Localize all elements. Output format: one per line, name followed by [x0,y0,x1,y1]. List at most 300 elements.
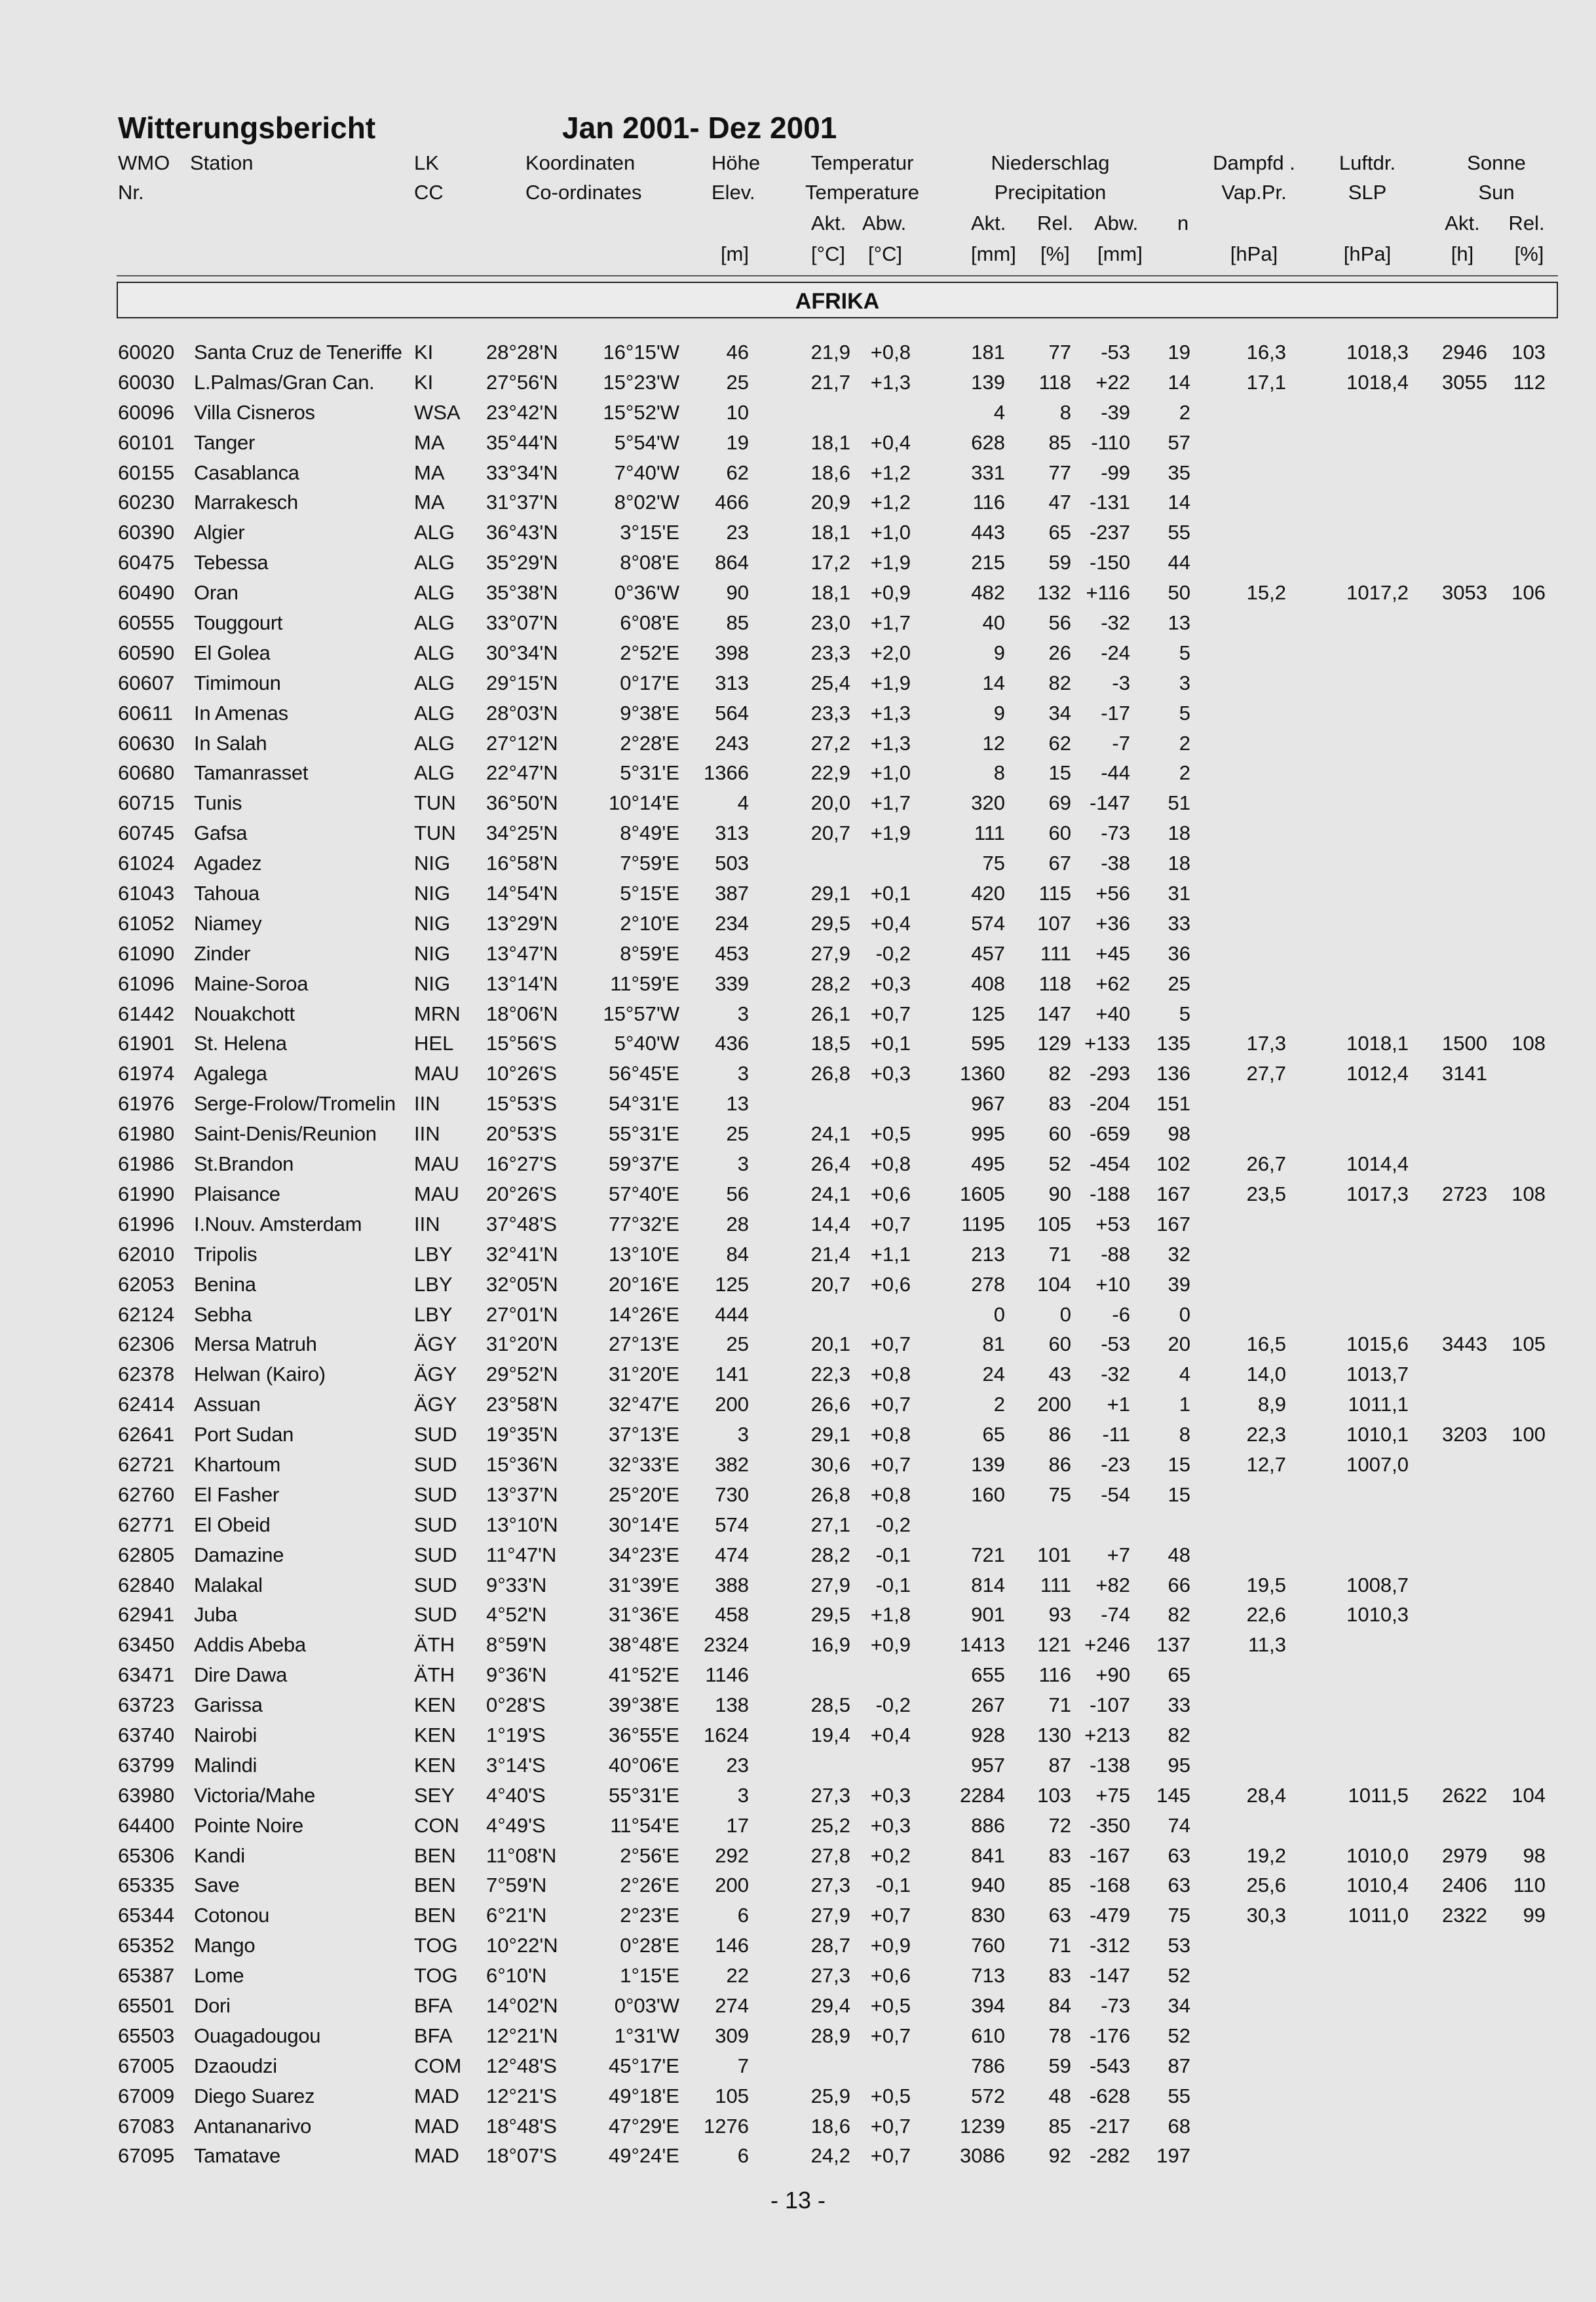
cell-temp-abw: +0,7 [870,1393,911,1416]
cell-temp-abw: +0,4 [870,430,911,454]
cell-prec-days: 53 [1168,1934,1190,1957]
cell-prec-akt: 65 [982,1423,1005,1446]
cell-station-name: Tamanrasset [194,761,309,785]
cell-prec-abw: -147 [1089,1964,1130,1988]
cell-prec-rel: 90 [1048,1182,1071,1205]
cell-latitude: 4°52'N [486,1603,547,1627]
col-sun-akt: Akt. [1445,212,1480,235]
cell-wmo-number: 61986 [118,1152,175,1176]
cell-latitude: 3°14'S [486,1753,546,1777]
cell-country-code: KI [414,370,434,394]
cell-prec-akt: 111 [974,821,1005,845]
cell-station-name: Niamey [194,911,262,935]
cell-longitude: 8°08'E [620,551,679,575]
table-row [0,1602,1596,1632]
cell-country-code: NIG [414,911,451,935]
cell-wmo-number: 63799 [118,1753,175,1777]
cell-prec-abw: +45 [1095,941,1130,965]
cell-prec-days: 2 [1179,731,1190,755]
cell-prec-days: 52 [1168,1964,1190,1988]
cell-prec-rel: 65 [1048,521,1071,544]
cell-country-code: MA [414,461,445,484]
cell-wmo-number: 63980 [118,1783,175,1807]
table-row [0,670,1596,700]
cell-prec-abw: -17 [1101,701,1130,725]
cell-wmo-number: 62306 [118,1332,175,1356]
cell-temp-abw: +1,3 [870,701,911,725]
table-row [0,1452,1596,1482]
cell-temp-akt: 24,2 [810,2144,850,2168]
cell-station-name: Dzaoudzi [194,2054,277,2077]
cell-country-code: SUD [414,1603,457,1627]
cell-prec-days: 55 [1168,2084,1190,2107]
cell-sun-hours: 2322 [1442,1904,1487,1927]
cell-country-code: CON [414,1813,459,1837]
cell-prec-abw: +62 [1095,972,1130,995]
cell-station-name: Juba [194,1603,238,1627]
cell-temp-abw: +1,8 [870,1603,911,1627]
cell-prec-days: 34 [1168,1993,1190,2017]
table-row [0,1572,1596,1602]
cell-prec-akt: 278 [971,1272,1005,1296]
cell-longitude: 15°57'W [603,1002,679,1025]
cell-country-code: BFA [414,2024,453,2047]
cell-sun-hours: 2406 [1442,1874,1487,1897]
cell-temp-abw: +0,1 [870,882,911,905]
cell-station-name: Zinder [194,941,251,965]
table-row [0,880,1596,911]
cell-prec-akt: 928 [971,1723,1005,1746]
cell-station-name: Garissa [194,1693,263,1717]
cell-elevation: 382 [715,1452,749,1476]
cell-temp-akt: 27,1 [810,1513,850,1536]
cell-wmo-number: 62124 [118,1302,175,1326]
cell-country-code: ALG [414,761,455,785]
cell-prec-abw: -282 [1089,2144,1130,2168]
cell-prec-rel: 132 [1037,581,1071,605]
report-period: Jan 2001- Dez 2001 [562,111,837,145]
cell-elevation: 1146 [705,1663,749,1687]
cell-wmo-number: 65387 [118,1964,175,1988]
cell-wmo-number: 60101 [118,430,175,454]
cell-latitude: 32°05'N [486,1272,558,1296]
cell-latitude: 23°42'N [486,400,558,424]
cell-vapour-pressure: 17,3 [1246,1032,1286,1055]
cell-prec-abw: -23 [1101,1452,1130,1476]
cell-country-code: MAU [414,1182,459,1205]
cell-temp-abw: -0,1 [875,1543,911,1566]
cell-prec-akt: 655 [971,1663,1005,1687]
cell-prec-rel: 93 [1048,1603,1071,1627]
table-row [0,911,1596,941]
cell-wmo-number: 60490 [118,581,175,605]
cell-longitude: 2°28'E [620,731,679,755]
cell-wmo-number: 60096 [118,400,175,424]
table-row [0,1662,1596,1692]
cell-wmo-number: 60155 [118,461,175,484]
cell-wmo-number: 63471 [118,1663,175,1687]
cell-temp-akt: 16,9 [810,1633,850,1657]
cell-prec-akt: 967 [971,1092,1005,1116]
cell-longitude: 37°13'E [609,1423,679,1446]
cell-elevation: 200 [715,1874,749,1897]
cell-prec-abw: -73 [1101,821,1130,845]
cell-prec-days: 8 [1179,1423,1190,1446]
cell-latitude: 6°21'N [486,1904,547,1927]
cell-longitude: 47°29'E [609,2114,679,2138]
cell-prec-abw: -312 [1089,1934,1130,1957]
cell-temp-abw: +1,0 [870,761,911,785]
cell-temp-abw: +0,8 [870,1152,911,1176]
cell-temp-akt: 18,1 [810,581,850,605]
cell-prec-rel: 0 [1059,1302,1071,1326]
cell-country-code: ÄTH [414,1663,455,1687]
cell-prec-abw: +40 [1095,1002,1130,1025]
cell-latitude: 15°53'S [486,1092,557,1116]
cell-sea-level-pressure: 1010,1 [1346,1423,1409,1446]
cell-prec-akt: 408 [971,972,1005,995]
cell-longitude: 57°40'E [609,1182,679,1205]
cell-prec-rel: 111 [1040,1573,1071,1596]
cell-latitude: 27°01'N [486,1302,558,1326]
cell-prec-rel: 115 [1038,882,1071,905]
cell-latitude: 31°20'N [486,1332,558,1356]
cell-sea-level-pressure: 1018,4 [1346,370,1409,394]
cell-prec-days: 137 [1156,1633,1190,1657]
cell-station-name: Malakal [194,1573,263,1596]
cell-country-code: BFA [414,1993,453,2017]
cell-station-name: Oran [194,581,238,605]
cell-prec-abw: -147 [1089,791,1130,815]
cell-temp-abw: +0,5 [870,2084,911,2107]
cell-temp-abw: +0,3 [870,972,911,995]
cell-temp-abw: +1,3 [870,731,911,755]
cell-temp-akt: 20,9 [810,491,850,514]
cell-sun-hours: 2979 [1442,1843,1487,1867]
cell-elevation: 388 [715,1573,749,1596]
cell-prec-rel: 118 [1038,972,1071,995]
table-row [0,519,1596,550]
cell-longitude: 45°17'E [609,2054,679,2077]
cell-longitude: 1°31'W [614,2024,679,2047]
cell-temp-akt: 29,4 [810,1993,850,2017]
table-row [0,1181,1596,1211]
section-title: AFRIKA [795,289,880,314]
cell-prec-days: 18 [1168,852,1190,875]
cell-prec-days: 167 [1156,1212,1190,1236]
cell-temp-akt: 28,9 [810,2024,850,2047]
cell-station-name: Agadez [194,852,262,875]
cell-vapour-pressure: 22,6 [1246,1603,1286,1627]
cell-sun-rel: 98 [1523,1843,1546,1867]
table-row [0,339,1596,369]
cell-prec-akt: 267 [971,1693,1005,1717]
cell-prec-akt: 75 [982,852,1005,875]
cell-latitude: 36°43'N [486,521,558,544]
cell-prec-rel: 69 [1048,791,1071,815]
cell-wmo-number: 62840 [118,1573,175,1596]
cell-country-code: WSA [414,400,461,424]
cell-prec-days: 13 [1168,611,1190,635]
cell-sun-rel: 100 [1511,1423,1546,1446]
cell-longitude: 59°37'E [609,1152,679,1176]
cell-prec-akt: 1195 [961,1212,1005,1236]
col-koordinaten: Koordinaten [525,151,636,174]
cell-station-name: Tamatave [194,2144,280,2168]
cell-prec-akt: 814 [971,1573,1005,1596]
cell-elevation: 466 [715,491,749,514]
cell-temp-akt: 17,2 [810,551,850,575]
cell-longitude: 40°06'E [609,1753,679,1777]
cell-prec-akt: 9 [993,701,1005,725]
table-row [0,1241,1596,1272]
cell-temp-abw: +0,3 [870,1783,911,1807]
cell-station-name: Gafsa [194,821,248,845]
cell-station-name: Save [194,1874,240,1897]
table-row [0,2083,1596,2113]
cell-prec-days: 95 [1168,1753,1190,1777]
cell-prec-akt: 160 [971,1482,1005,1506]
table-row [0,790,1596,820]
cell-prec-abw: -74 [1101,1603,1130,1627]
cell-latitude: 33°07'N [486,611,558,635]
table-row [0,1512,1596,1542]
cell-country-code: MRN [414,1002,461,1025]
cell-elevation: 138 [715,1693,749,1717]
cell-prec-akt: 9 [993,641,1005,664]
cell-prec-rel: 116 [1038,1663,1071,1687]
cell-sun-hours: 2723 [1442,1182,1487,1205]
cell-prec-days: 66 [1168,1573,1190,1596]
cell-station-name: Diego Suarez [194,2084,315,2107]
cell-country-code: NIG [414,882,451,905]
cell-wmo-number: 63723 [118,1693,175,1717]
cell-country-code: NIG [414,852,451,875]
cell-prec-days: 50 [1168,581,1190,605]
cell-latitude: 10°22'N [486,1934,558,1957]
cell-longitude: 49°18'E [609,2084,679,2107]
cell-prec-abw: +7 [1107,1543,1130,1566]
cell-prec-days: 52 [1168,2024,1190,2047]
cell-prec-rel: 103 [1037,1783,1071,1807]
cell-prec-days: 1 [1179,1393,1190,1416]
cell-country-code: ÄGY [414,1393,457,1416]
cell-prec-akt: 457 [971,941,1005,965]
cell-sun-hours: 3443 [1442,1332,1487,1356]
cell-latitude: 4°40'S [486,1783,546,1807]
cell-prec-abw: -131 [1089,491,1130,514]
cell-prec-akt: 886 [971,1813,1005,1837]
cell-prec-rel: 71 [1048,1934,1071,1957]
cell-temp-abw: +1,9 [870,821,911,845]
cell-latitude: 15°36'N [486,1452,558,1476]
cell-country-code: ALG [414,701,455,725]
cell-longitude: 6°08'E [620,611,679,635]
cell-prec-abw: -293 [1089,1062,1130,1085]
cell-longitude: 7°40'W [614,461,679,484]
cell-temp-akt: 29,5 [810,911,850,935]
cell-sea-level-pressure: 1011,0 [1348,1904,1409,1927]
col-sun-h-unit: [h] [1451,242,1474,265]
cell-longitude: 14°26'E [609,1302,679,1326]
cell-prec-abw: -454 [1089,1152,1130,1176]
cell-wmo-number: 62721 [118,1452,175,1476]
cell-temp-akt: 29,5 [810,1603,850,1627]
cell-prec-days: 5 [1179,701,1190,725]
cell-latitude: 13°29'N [486,911,558,935]
cell-country-code: SUD [414,1543,457,1566]
cell-temp-abw: +0,7 [870,1452,911,1476]
cell-sun-rel: 108 [1511,1032,1546,1055]
cell-temp-akt: 21,9 [810,341,850,364]
cell-prec-rel: 107 [1037,911,1071,935]
cell-prec-akt: 760 [971,1934,1005,1957]
table-row [0,1963,1596,1993]
cell-longitude: 5°40'W [614,1032,679,1055]
cell-country-code: SUD [414,1423,457,1446]
cell-elevation: 3 [737,1152,749,1176]
cell-country-code: SUD [414,1513,457,1536]
cell-prec-abw: -11 [1102,1423,1130,1446]
cell-longitude: 5°54'W [614,430,679,454]
cell-elevation: 17 [726,1813,749,1837]
cell-temp-akt: 14,4 [810,1212,850,1236]
cell-sun-hours: 3053 [1442,581,1487,605]
cell-elevation: 458 [715,1603,749,1627]
cell-vapour-pressure: 15,2 [1246,581,1286,605]
col-hoehe: Höhe [712,151,761,174]
cell-prec-akt: 3086 [960,2144,1005,2168]
cell-prec-days: 75 [1168,1904,1190,1927]
table-row [0,1843,1596,1873]
cell-prec-rel: 86 [1048,1423,1071,1446]
cell-temp-akt: 22,9 [810,761,850,785]
cell-longitude: 7°59'E [620,852,679,875]
cell-longitude: 15°23'W [603,370,679,394]
cell-prec-days: 5 [1179,641,1190,664]
cell-latitude: 4°49'S [486,1813,546,1837]
cell-prec-days: 102 [1156,1152,1190,1176]
cell-prec-rel: 121 [1037,1633,1071,1657]
cell-latitude: 29°52'N [486,1363,558,1386]
cell-longitude: 39°38'E [609,1693,679,1717]
cell-prec-abw: -24 [1101,641,1130,664]
cell-latitude: 18°06'N [486,1002,558,1025]
cell-station-name: Mango [194,1934,256,1957]
cell-prec-rel: 129 [1037,1032,1071,1055]
col-prec-n: n [1177,212,1189,235]
cell-latitude: 28°03'N [486,701,558,725]
cell-prec-akt: 841 [971,1843,1005,1867]
cell-prec-days: 15 [1168,1452,1190,1476]
cell-temp-abw: +1,3 [870,370,911,394]
cell-station-name: I.Nouv. Amsterdam [194,1212,362,1236]
table-row [0,1993,1596,2023]
cell-elevation: 243 [715,731,749,755]
cell-temp-akt: 27,3 [810,1964,850,1988]
cell-elevation: 146 [715,1934,749,1957]
table-row [0,2053,1596,2083]
cell-prec-abw: +133 [1084,1032,1130,1055]
table-row [0,1001,1596,1031]
cell-station-name: El Fasher [194,1482,279,1506]
table-row [0,1151,1596,1181]
cell-prec-abw: -7 [1112,731,1130,755]
cell-wmo-number: 62760 [118,1482,175,1506]
table-row [0,1902,1596,1933]
cell-longitude: 13°10'E [609,1242,679,1266]
cell-longitude: 0°28'E [620,1934,679,1957]
cell-vapour-pressure: 14,0 [1246,1363,1286,1386]
col-vap-unit: [hPa] [1230,242,1278,265]
col-station: Station [190,151,254,174]
table-row [0,1211,1596,1241]
cell-temp-akt: 27,9 [810,941,850,965]
cell-sun-rel: 108 [1511,1182,1546,1205]
col-slp: SLP [1348,181,1387,204]
cell-sea-level-pressure: 1008,7 [1346,1573,1409,1596]
cell-station-name: Lome [194,1964,244,1988]
cell-elevation: 292 [715,1843,749,1867]
cell-prec-abw: -73 [1101,1993,1130,2017]
col-lk: LK [414,151,439,174]
cell-prec-akt: 1413 [960,1633,1005,1657]
cell-prec-days: 36 [1168,941,1190,965]
cell-latitude: 37°48'S [486,1212,557,1236]
cell-latitude: 13°47'N [486,941,558,965]
table-row [0,1391,1596,1422]
cell-country-code: IIN [414,1212,440,1236]
cell-temp-abw: +0,3 [870,1813,911,1837]
cell-longitude: 11°54'E [610,1813,679,1837]
cell-sun-rel: 110 [1513,1874,1546,1897]
cell-sun-hours: 3203 [1442,1423,1487,1446]
cell-temp-akt: 26,8 [810,1482,850,1506]
cell-prec-days: 74 [1168,1813,1190,1837]
cell-temp-abw: +0,7 [870,2144,911,2168]
table-row [0,640,1596,670]
cell-station-name: Casablanca [194,461,299,484]
cell-station-name: Tunis [194,791,242,815]
cell-wmo-number: 67005 [118,2054,175,2077]
cell-prec-days: 19 [1168,341,1190,364]
cell-elevation: 574 [715,1513,749,1536]
cell-temp-akt: 27,3 [810,1874,850,1897]
cell-prec-akt: 495 [971,1152,1005,1176]
cell-station-name: Algier [194,521,245,544]
cell-latitude: 34°25'N [486,821,558,845]
cell-prec-abw: -32 [1101,611,1130,635]
cell-vapour-pressure: 19,2 [1246,1843,1286,1867]
cell-prec-days: 55 [1168,521,1190,544]
cell-station-name: El Golea [194,641,271,664]
cell-prec-akt: 24 [982,1363,1005,1386]
cell-prec-rel: 60 [1048,821,1071,845]
cell-temp-akt: 21,7 [810,370,850,394]
col-prec-rel: Rel. [1037,212,1074,235]
cell-prec-akt: 830 [971,1904,1005,1927]
table-row [0,610,1596,640]
cell-prec-abw: -44 [1101,761,1130,785]
table-row [0,1813,1596,1843]
cell-prec-rel: 52 [1048,1152,1071,1176]
cell-sun-rel: 104 [1511,1783,1546,1807]
cell-wmo-number: 60230 [118,491,175,514]
cell-country-code: ALG [414,521,455,544]
cell-station-name: Tanger [194,430,255,454]
cell-prec-days: 14 [1168,370,1190,394]
cell-prec-akt: 213 [971,1242,1005,1266]
